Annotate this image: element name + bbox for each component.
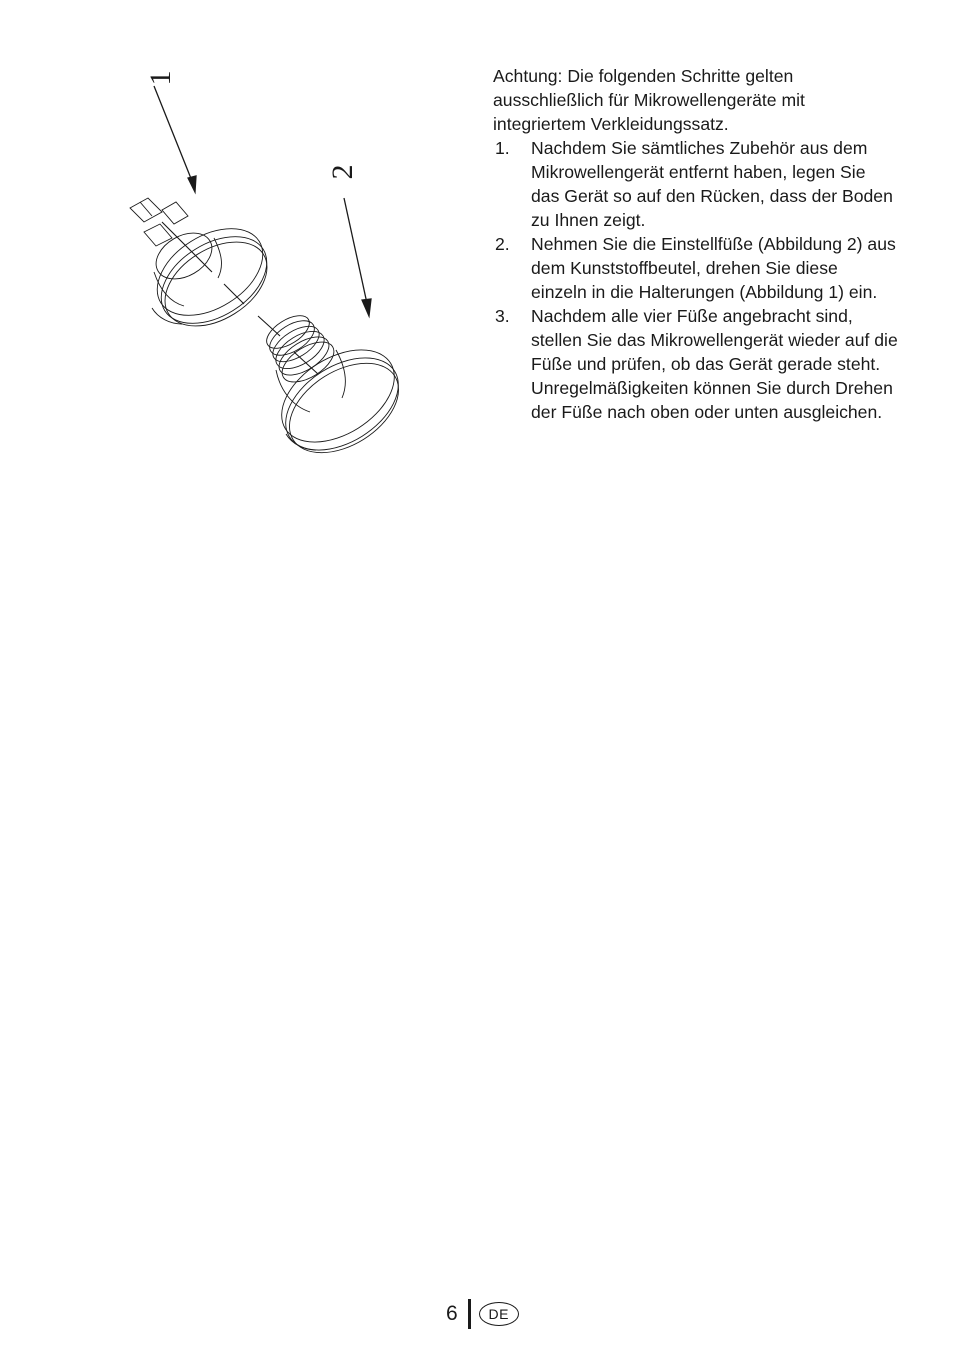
feet-assembly-drawing: [110, 50, 430, 460]
callout-1-label: 1: [144, 70, 177, 86]
footer-divider: [468, 1299, 471, 1329]
step-number: 3.: [495, 306, 510, 326]
list-item: [493, 136, 898, 232]
foot-holder-part: [130, 198, 282, 343]
list-item: [493, 304, 898, 424]
adjustable-foot-part: [261, 309, 414, 460]
step-number: 2.: [495, 234, 510, 254]
step-text: Nachdem alle vier Füße angebracht sind, stellen Sie das Mikrowellengerät wieder auf die Füße und prüfen, ob das Gerät gerade steht. Unregelmäßigkeiten können Sie durch Drehen der Füße nach oben oder unten ausgleichen.: [531, 306, 898, 422]
callout-2-arrow: [344, 198, 371, 316]
callout-1-arrow: [154, 86, 196, 192]
callout-2-label: 2: [326, 164, 359, 180]
list-item: [493, 232, 898, 304]
step-text: Nehmen Sie die Einstellfüße (Abbildung 2) aus dem Kunststoffbeutel, drehen Sie diese einzeln in die Halterungen (Abbildung 1) ein.: [531, 234, 896, 302]
instruction-steps: [493, 136, 898, 424]
step-number: 1.: [495, 138, 510, 158]
step-text: Nachdem Sie sämtliches Zubehör aus dem Mikrowellengerät entfernt haben, legen Sie das Gerät so auf den Rücken, dass der Boden zu Ihnen zeigt.: [531, 138, 893, 230]
adjustable-feet-diagram: [110, 50, 430, 460]
page-footer: [446, 1298, 519, 1330]
installation-instructions: [493, 64, 898, 424]
attention-note: Achtung: Die folgenden Schritte gelten ausschließlich für Mikrowellengeräte mit integriertem Verkleidungssatz.: [493, 66, 805, 134]
page-number: 6: [446, 1302, 458, 1325]
language-badge: DE: [479, 1302, 519, 1326]
